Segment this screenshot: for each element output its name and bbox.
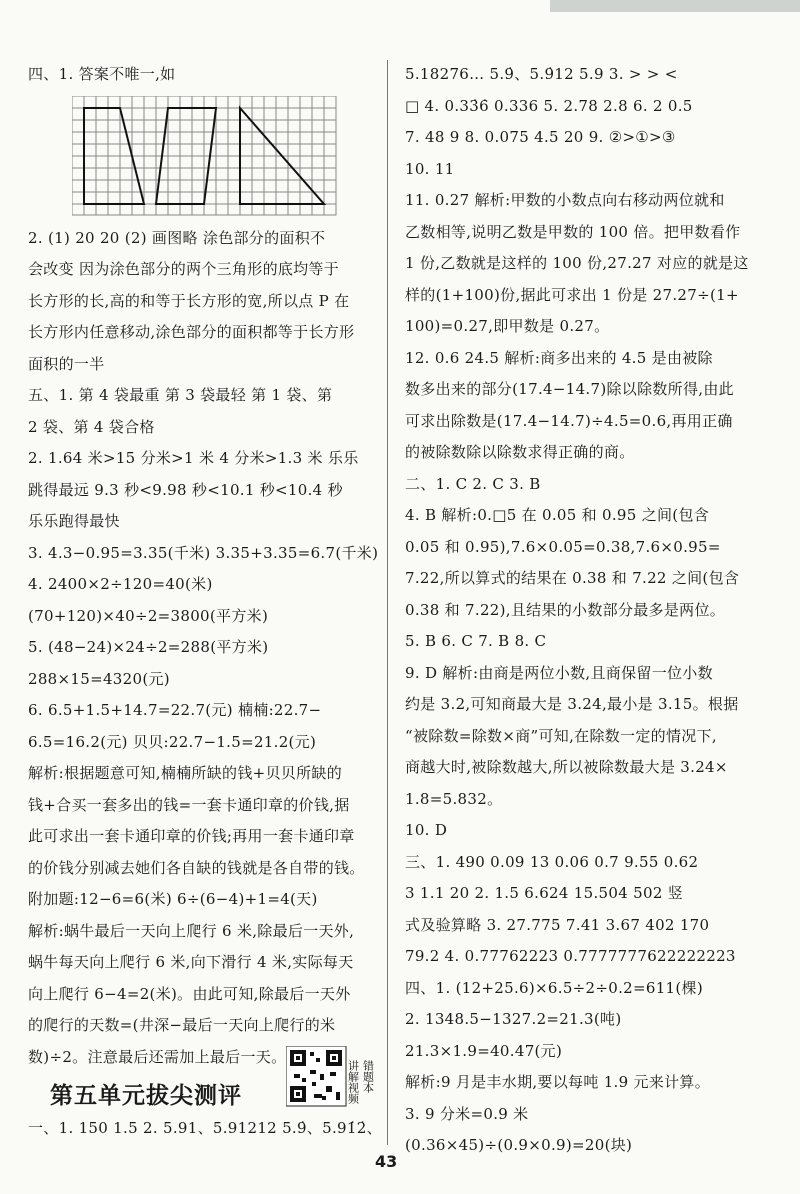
- text-line: 288×15=4320(元): [28, 669, 170, 688]
- scan-edge: [550, 0, 800, 12]
- qr-label-video: 讲解视频: [346, 1060, 360, 1104]
- right-column: [405, 64, 775, 1167]
- qr-code: [286, 1046, 376, 1124]
- column-divider: [387, 60, 388, 1145]
- text-line: 9. D 解析:由商是两位小数,且商保留一位小数: [405, 663, 713, 682]
- text-line: 数多出来的部分(17.4−14.7)除以除数所得,由此: [405, 380, 734, 398]
- text-line: 1 份,乙数就是这样的 100 份,27.27 对应的就是这: [405, 254, 749, 272]
- text-line: 10. D: [405, 821, 448, 839]
- text-line: 长方形内任意移动,涂色部分的面积都等于长方形: [28, 323, 355, 341]
- text-line: 四、1. (12+25.6)×6.5÷2÷0.2=611(棵): [405, 978, 703, 997]
- text-line: 附加题:12−6=6(米) 6÷(6−4)+1=4(天): [28, 890, 318, 908]
- text-line: 会改变 因为涂色部分的两个三角形的底均等于: [28, 260, 340, 278]
- text-line: 乐乐跑得最快: [28, 512, 120, 530]
- text-line: 6. 6.5+1.5+14.7=22.7(元) 楠楠:22.7−: [28, 701, 322, 719]
- qr-label-errors: 错题本: [361, 1060, 375, 1093]
- text-line: 约是 3.2,可知商最大是 3.24,最小是 3.15。根据: [405, 695, 739, 713]
- text-line: 3 1.1 20 2. 1.5 6.624 15.504 502 竖: [405, 884, 684, 902]
- text-line: 四、1. 答案不唯一,如: [28, 65, 176, 83]
- text-line: 21.3×1.9=40.47(元): [405, 1041, 563, 1060]
- text-line: 4. 2400×2÷120=40(米): [28, 575, 213, 593]
- text-line: (70+120)×40÷2=3800(平方米): [28, 606, 269, 625]
- page-number: 43: [375, 1152, 398, 1171]
- text-line: 2. 1.64 米>15 分米>1 米 4 分米>1.3 米 乐乐: [28, 449, 359, 467]
- text-line: □ 4. 0.33̇6̇ 0.336 5. 2.78 2.8 6. 2 0.5: [405, 96, 693, 115]
- text-line: 10. 11: [405, 159, 455, 178]
- text-line: 0.05 和 0.95),7.6×0.05=0.38,7.6×0.95=: [405, 537, 721, 556]
- text-line: 4. B 解析:0.□5 在 0.05 和 0.95 之间(包含: [405, 506, 710, 524]
- text-line: 三、1. 490 0.09 13 0.06 0.7 9.55 0.62: [405, 852, 699, 871]
- text-line: 2. 1348.5−1327.2=21.3(吨): [405, 1010, 622, 1028]
- text-line: 0.38 和 7.22),且结果的小数部分最多是两位。: [405, 600, 726, 619]
- text-line: 一、1. 150 1.5 2. 5.91、5.91212 5.9̇、5.91̇2̇、: [28, 1119, 382, 1137]
- text-line: 12. 0.6 24.5 解析:商多出来的 4.5 是由被除: [405, 348, 713, 367]
- text-line: “被除数=除数×商”可知,在除数一定的情况下,: [405, 726, 717, 745]
- text-line: 3. 4.3−0.95=3.35(千米) 3.35+3.35=6.7(千米): [28, 543, 379, 562]
- text-line: 5. B 6. C 7. B 8. C: [405, 632, 547, 650]
- text-line: 的价钱分别减去她们各自缺的钱就是各自带的钱。: [28, 858, 365, 877]
- section-title: 第五单元拔尖测评: [50, 1083, 242, 1109]
- text-line: 二、1. C 2. C 3. B: [405, 474, 541, 493]
- text-line: 7. 48 9 8. 0.075 4.5 20 9. ②>①>③: [405, 128, 676, 146]
- left-column: [28, 64, 378, 1078]
- text-line: 可求出除数是(17.4−14.7)÷4.5=0.6,再用正确: [405, 411, 733, 430]
- text-line: 解析:根据题意可知,楠楠所缺的钱+贝贝所缺的: [28, 764, 342, 782]
- text-line: 长方形的长,高的和等于长方形的宽,所以点 P 在: [28, 291, 350, 310]
- grid-figure: [72, 96, 337, 216]
- text-line: 样的(1+100)份,据此可求出 1 份是 27.27÷(1+: [405, 285, 739, 304]
- text-line: 6.5=16.2(元) 贝贝:22.7−1.5=21.2(元): [28, 732, 317, 751]
- text-line: 此可求出一套卡通印章的价钱;再用一套卡通印章: [28, 827, 355, 845]
- text-line: 数)÷2。注意最后还需加上最后一天。: [28, 1047, 287, 1066]
- text-line: 5. (48−24)×24÷2=288(平方米): [28, 638, 269, 656]
- text-line: 解析:蜗牛最后一天向上爬行 6 米,除最后一天外,: [28, 921, 355, 940]
- text-line: 11. 0.27 解析:甲数的小数点向右移动两位就和: [405, 191, 725, 209]
- text-line: 钱+合买一套多出的钱=一套卡通印章的价钱,据: [28, 795, 350, 814]
- text-line: 100)=0.27,即甲数是 0.27。: [405, 317, 610, 335]
- text-line: 向上爬行 6−4=2(米)。由此可知,除最后一天外: [28, 984, 351, 1003]
- text-line: (0.36×45)÷(0.9×0.9)=20(块): [405, 1136, 633, 1154]
- text-line: 跳得最远 9.3 秒<9.98 秒<10.1 秒<10.4 秒: [28, 480, 343, 499]
- text-line: 1.8=5.832。: [405, 789, 503, 808]
- text-line: 式及验算略 3. 27.775 7.41 3.67 402 170: [405, 915, 710, 934]
- text-line: 2 袋、第 4 袋合格: [28, 417, 155, 436]
- text-line: 蜗牛每天向上爬行 6 米,向下滑行 4 米,实际每天: [28, 953, 354, 971]
- text-line: 商越大时,被除数越大,所以被除数最大是 3.24×: [405, 758, 728, 776]
- text-line: 乙数相等,说明乙数是甲数的 100 倍。把甲数看作: [405, 222, 741, 241]
- text-line: 79.2 4. 0.77762223 0.7777777622222223: [405, 947, 736, 965]
- text-line: 五、1. 第 4 袋最重 第 3 袋最轻 第 1 袋、第: [28, 386, 333, 404]
- text-line: 面积的一半: [28, 354, 105, 373]
- text-line: 7.22,所以算式的结果在 0.38 和 7.22 之间(包含: [405, 569, 740, 587]
- text-line: 解析:9 月是丰水期,要以每吨 1.9 元来计算。: [405, 1073, 711, 1091]
- text-line: 的被除数除以除数求得正确的商。: [405, 443, 635, 461]
- text-line: 5.18276… 5.9̇、5.9̇12 5.9 3. > > <: [405, 65, 678, 83]
- text-line: 的爬行的天数=(井深−最后一天向上爬行的米: [28, 1016, 336, 1034]
- text-line: 3. 9 分米=0.9 米: [405, 1104, 529, 1123]
- text-line: 2. (1) 20 20 (2) 画图略 涂色部分的面积不: [28, 228, 326, 247]
